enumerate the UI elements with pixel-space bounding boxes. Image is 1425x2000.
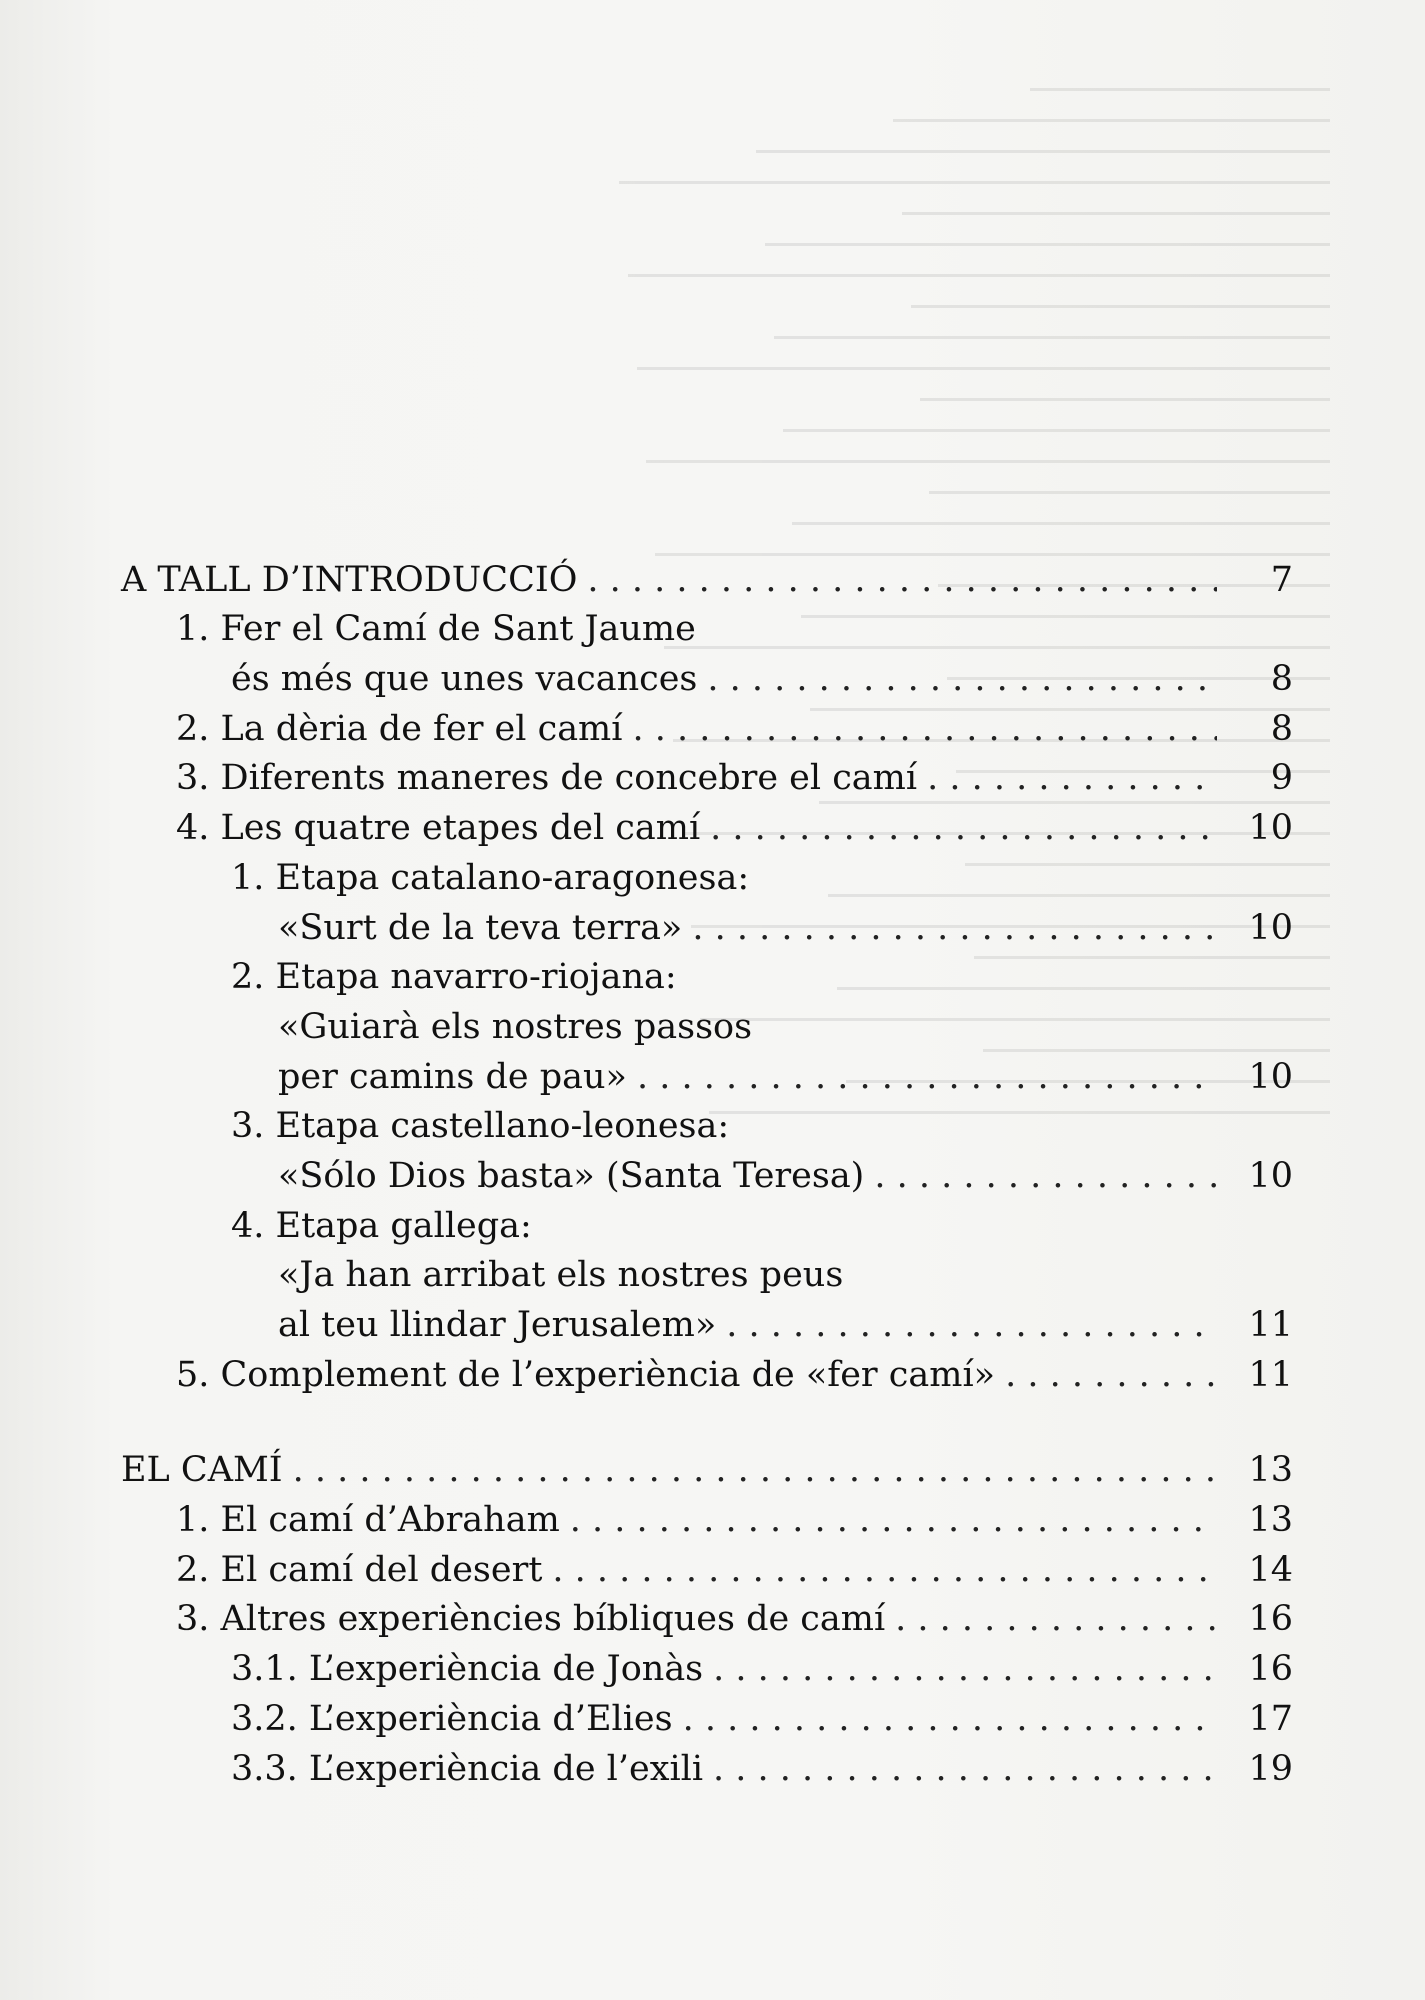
toc-page-number: 14: [1248, 1549, 1293, 1590]
bleed-through-line: [110, 215, 1330, 246]
dot-leader: [570, 1500, 1217, 1540]
toc-entry-title: 2. Etapa navarro-riojana:: [231, 957, 677, 998]
bleed-through-line: [110, 432, 1330, 463]
toc-page-number: 8: [1270, 659, 1293, 700]
toc-entry: [121, 1097, 1293, 1147]
toc-entry-title: 3.3. L’experiència de l’exili: [231, 1748, 704, 1789]
toc-entry-title: és més que unes vacances: [231, 659, 698, 700]
bleed-through-line: [110, 184, 1330, 215]
bleed-through-line: [110, 277, 1330, 308]
toc-entry: [121, 798, 1293, 848]
dot-leader: [927, 758, 1217, 798]
dot-leader: [1005, 1355, 1217, 1395]
dot-leader: [874, 1156, 1217, 1196]
bleed-through-line: [110, 463, 1330, 494]
toc-section-heading: [121, 550, 1293, 600]
toc-entry-title: EL CAMÍ: [121, 1450, 283, 1491]
toc-entry-title: 3. Altres experiències bíbliques de camí: [176, 1599, 886, 1640]
toc-page-number: 13: [1248, 1450, 1293, 1491]
bleed-through-line: [110, 60, 1330, 91]
dot-leader: [683, 1699, 1217, 1739]
toc-entry-title: al teu llindar Jerusalem»: [278, 1305, 717, 1345]
toc-entry: [121, 1739, 1293, 1789]
toc-entry: [121, 997, 1293, 1047]
toc-page-number: 10: [1248, 907, 1293, 948]
toc-entry: [121, 600, 1293, 650]
toc-entry-title: 3.2. L’experiència d’Elies: [231, 1698, 673, 1739]
bleed-through-line: [110, 122, 1330, 153]
toc-page-number: 16: [1248, 1649, 1293, 1690]
toc-entry-title: 1. El camí d’Abraham: [176, 1500, 560, 1541]
toc-entry: [121, 749, 1293, 799]
toc-entry-title: 1. Fer el Camí de Sant Jaume: [176, 609, 696, 650]
bleed-through-line: [110, 308, 1330, 339]
bleed-through-line: [110, 401, 1330, 432]
toc-section-heading: [121, 1441, 1293, 1491]
toc-entry-title: A TALL D’INTRODUCCIÓ: [121, 559, 578, 600]
dot-leader: [713, 1749, 1217, 1789]
toc-entry-title: «Guiarà els nostres passos: [278, 1006, 753, 1047]
toc-page-number: 19: [1248, 1748, 1293, 1789]
dot-leader: [293, 1450, 1217, 1490]
section-gap: [121, 1395, 1293, 1441]
dot-leader: [707, 659, 1217, 699]
bleed-through-line: [110, 91, 1330, 122]
toc-entry-title: 3. Diferents maneres de concebre el camí: [176, 758, 918, 799]
toc-entry: [121, 1490, 1293, 1540]
toc-entry-title: «Sólo Dios basta» (Santa Teresa): [278, 1155, 865, 1196]
toc-entry: [121, 948, 1293, 998]
toc-page-number: 16: [1248, 1599, 1293, 1640]
toc-entry: [121, 1246, 1293, 1296]
bleed-through-line: [110, 246, 1330, 277]
toc-entry-title: 5. Complement de l’experiència de «fer camí»: [176, 1354, 996, 1395]
toc-entry-title: «Ja han arribat els nostres peus: [278, 1255, 844, 1296]
dot-leader: [552, 1550, 1217, 1590]
toc-page-number: 9: [1270, 758, 1293, 799]
toc-entry: [121, 1047, 1293, 1097]
toc-entry-title: 2. El camí del desert: [176, 1549, 543, 1590]
dot-leader: [637, 1057, 1217, 1097]
dot-leader: [710, 808, 1217, 848]
dot-leader: [632, 709, 1217, 749]
toc-entry: [121, 1146, 1293, 1196]
toc-entry: [121, 898, 1293, 948]
toc-entry: [121, 1639, 1293, 1689]
toc-entry-title: 4. Les quatre etapes del camí: [176, 808, 701, 849]
toc-entry-title: 4. Etapa gallega:: [231, 1205, 532, 1246]
toc-entry: [121, 1590, 1293, 1640]
toc-entry: [121, 649, 1293, 699]
dot-leader: [713, 1649, 1217, 1689]
toc-page-number: 10: [1248, 1056, 1293, 1097]
table-of-contents: [121, 550, 1293, 1789]
bleed-through-line: [110, 339, 1330, 370]
toc-entry: [121, 1295, 1293, 1345]
toc-page-number: 13: [1248, 1500, 1293, 1541]
toc-entry-title: per camins de pau»: [278, 1056, 627, 1097]
toc-entry: [121, 1345, 1293, 1395]
toc-entry-title: 1. Etapa catalano-aragonesa:: [231, 857, 750, 898]
toc-entry: [121, 848, 1293, 898]
dot-leader: [587, 560, 1217, 600]
toc-page-number: 7: [1270, 559, 1293, 600]
toc-entry: [121, 1689, 1293, 1739]
toc-entry-title: «Surt de la teva terra»: [278, 907, 683, 948]
bleed-through-line: [110, 370, 1330, 401]
toc-entry: [121, 1540, 1293, 1590]
toc-entry: [121, 699, 1293, 749]
bleed-through-line: [110, 153, 1330, 184]
dot-leader: [895, 1599, 1217, 1639]
toc-page-number: 8: [1270, 708, 1293, 749]
toc-page-number: 10: [1248, 808, 1293, 849]
toc-entry-title: 3. Etapa castellano-leonesa:: [231, 1106, 730, 1147]
toc-page-number: 17: [1248, 1698, 1293, 1739]
toc-page-number: 11: [1248, 1305, 1293, 1345]
bleed-through-line: [110, 494, 1330, 525]
toc-entry: [121, 1196, 1293, 1246]
toc-entry-title: 3.1. L’experiència de Jonàs: [231, 1649, 704, 1690]
toc-page-number: 10: [1248, 1155, 1293, 1196]
toc-entry-title: 2. La dèria de fer el camí: [176, 708, 623, 749]
dot-leader: [692, 908, 1217, 948]
dot-leader: [726, 1305, 1217, 1345]
toc-page-number: 11: [1248, 1354, 1293, 1395]
